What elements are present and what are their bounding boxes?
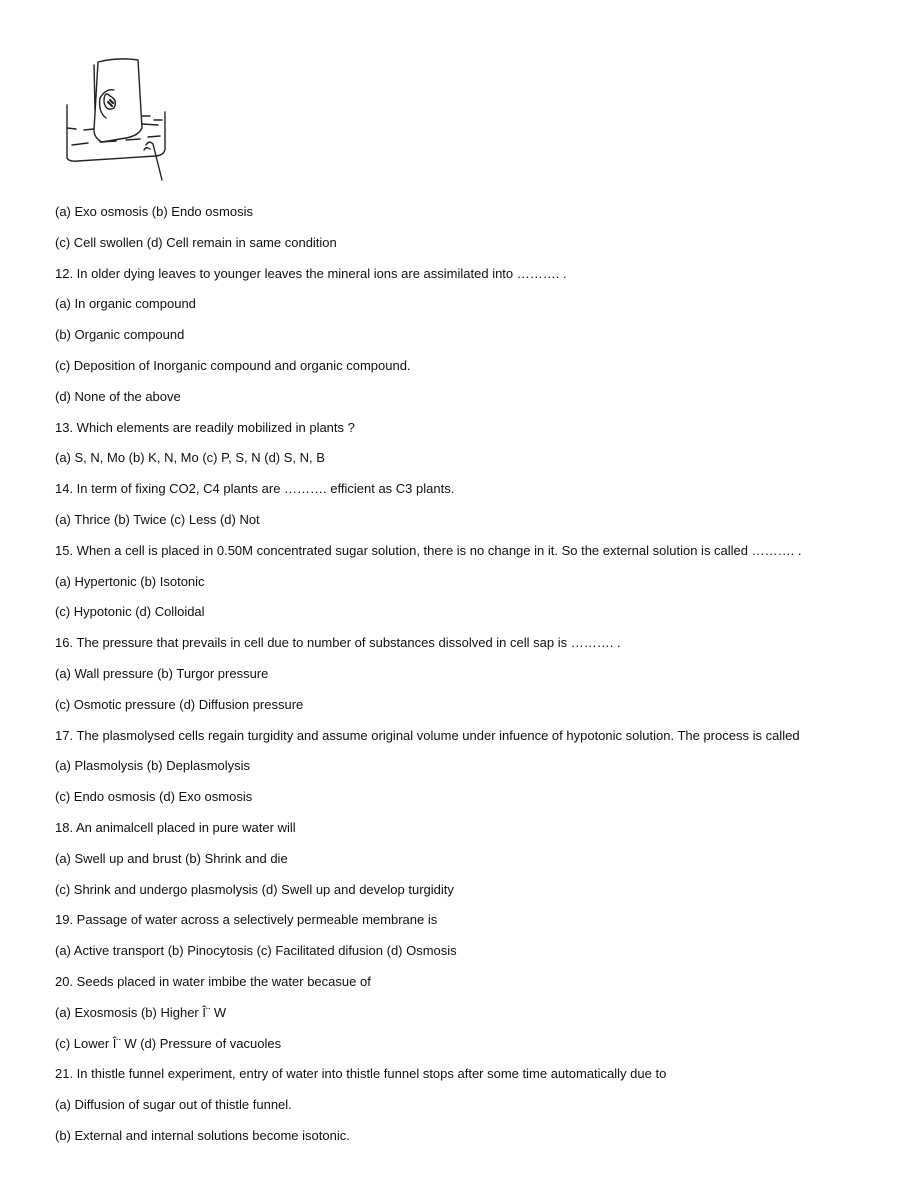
text-line: (c) Osmotic pressure (d) Diffusion pressure [55, 696, 304, 712]
text-line: (c) Endo osmosis (d) Exo osmosis [55, 789, 253, 805]
text-line: (b) Organic compound [55, 327, 185, 343]
text-line: (a) Thrice (b) Twice (c) Less (d) Not [55, 511, 260, 527]
text-line: 15. When a cell is placed in 0.50M concentrated sugar solution, there is no change in it. So the external solution is called ………. . [55, 542, 802, 558]
text-line: (c) Shrink and undergo plasmolysis (d) Swell up and develop turgidity [55, 881, 454, 897]
text-line: 18. An animalcell placed in pure water will [55, 819, 296, 835]
text-line: (c) Deposition of Inorganic compound and organic compound. [55, 357, 411, 373]
text-line: (a) Wall pressure (b) Turgor pressure [55, 665, 269, 681]
text-line: (a) In organic compound [55, 296, 196, 312]
text-line: 16. The pressure that prevails in cell due to number of substances dissolved in cell sap is ………. . [55, 635, 621, 651]
text-line: 20. Seeds placed in water imbibe the water becasue of [55, 973, 371, 989]
text-line: (a) Exosmosis (b) Higher Î¨ W [55, 1004, 227, 1020]
text-line: 13. Which elements are readily mobilized in plants ? [55, 419, 355, 435]
text-line: (a) S, N, Mo (b) K, N, Mo (c) P, S, N (d) S, N, B [55, 450, 325, 466]
text-line: (a) Active transport (b) Pinocytosis (c) Facilitated difusion (d) Osmosis [55, 943, 457, 959]
text-line: (d) None of the above [55, 388, 181, 404]
text-line: 21. In thistle funnel experiment, entry of water into thistle funnel stops after some time automatically due to [55, 1066, 667, 1082]
text-line: (c) Lower Î¨ W (d) Pressure of vacuoles [55, 1035, 282, 1051]
text-line: (b) External and internal solutions become isotonic. [55, 1127, 350, 1143]
text-line: (c) Cell swollen (d) Cell remain in same condition [55, 234, 337, 250]
text-line: (a) Plasmolysis (b) Deplasmolysis [55, 758, 251, 774]
text-line: (c) Hypotonic (d) Colloidal [55, 604, 205, 620]
question-lines [55, 202, 885, 1157]
text-line: 17. The plasmolysed cells regain turgidity and assume original volume under infuence of hypotonic solution. The process is called [55, 727, 800, 743]
text-line: 12. In older dying leaves to younger leaves the mineral ions are assimilated into ………. . [55, 265, 567, 281]
text-line: 19. Passage of water across a selectively permeable membrane is [55, 912, 438, 928]
text-line: (a) Hypertonic (b) Isotonic [55, 573, 205, 589]
text-line: (a) Diffusion of sugar out of thistle funnel. [55, 1097, 292, 1113]
text-line: (a) Swell up and brust (b) Shrink and die [55, 850, 288, 866]
text-line: 14. In term of fixing CO2, C4 plants are ………. efficient as C3 plants. [55, 481, 455, 497]
text-line: (a) Exo osmosis (b) Endo osmosis [55, 204, 253, 219]
cell-in-beaker-sketch [58, 50, 178, 185]
